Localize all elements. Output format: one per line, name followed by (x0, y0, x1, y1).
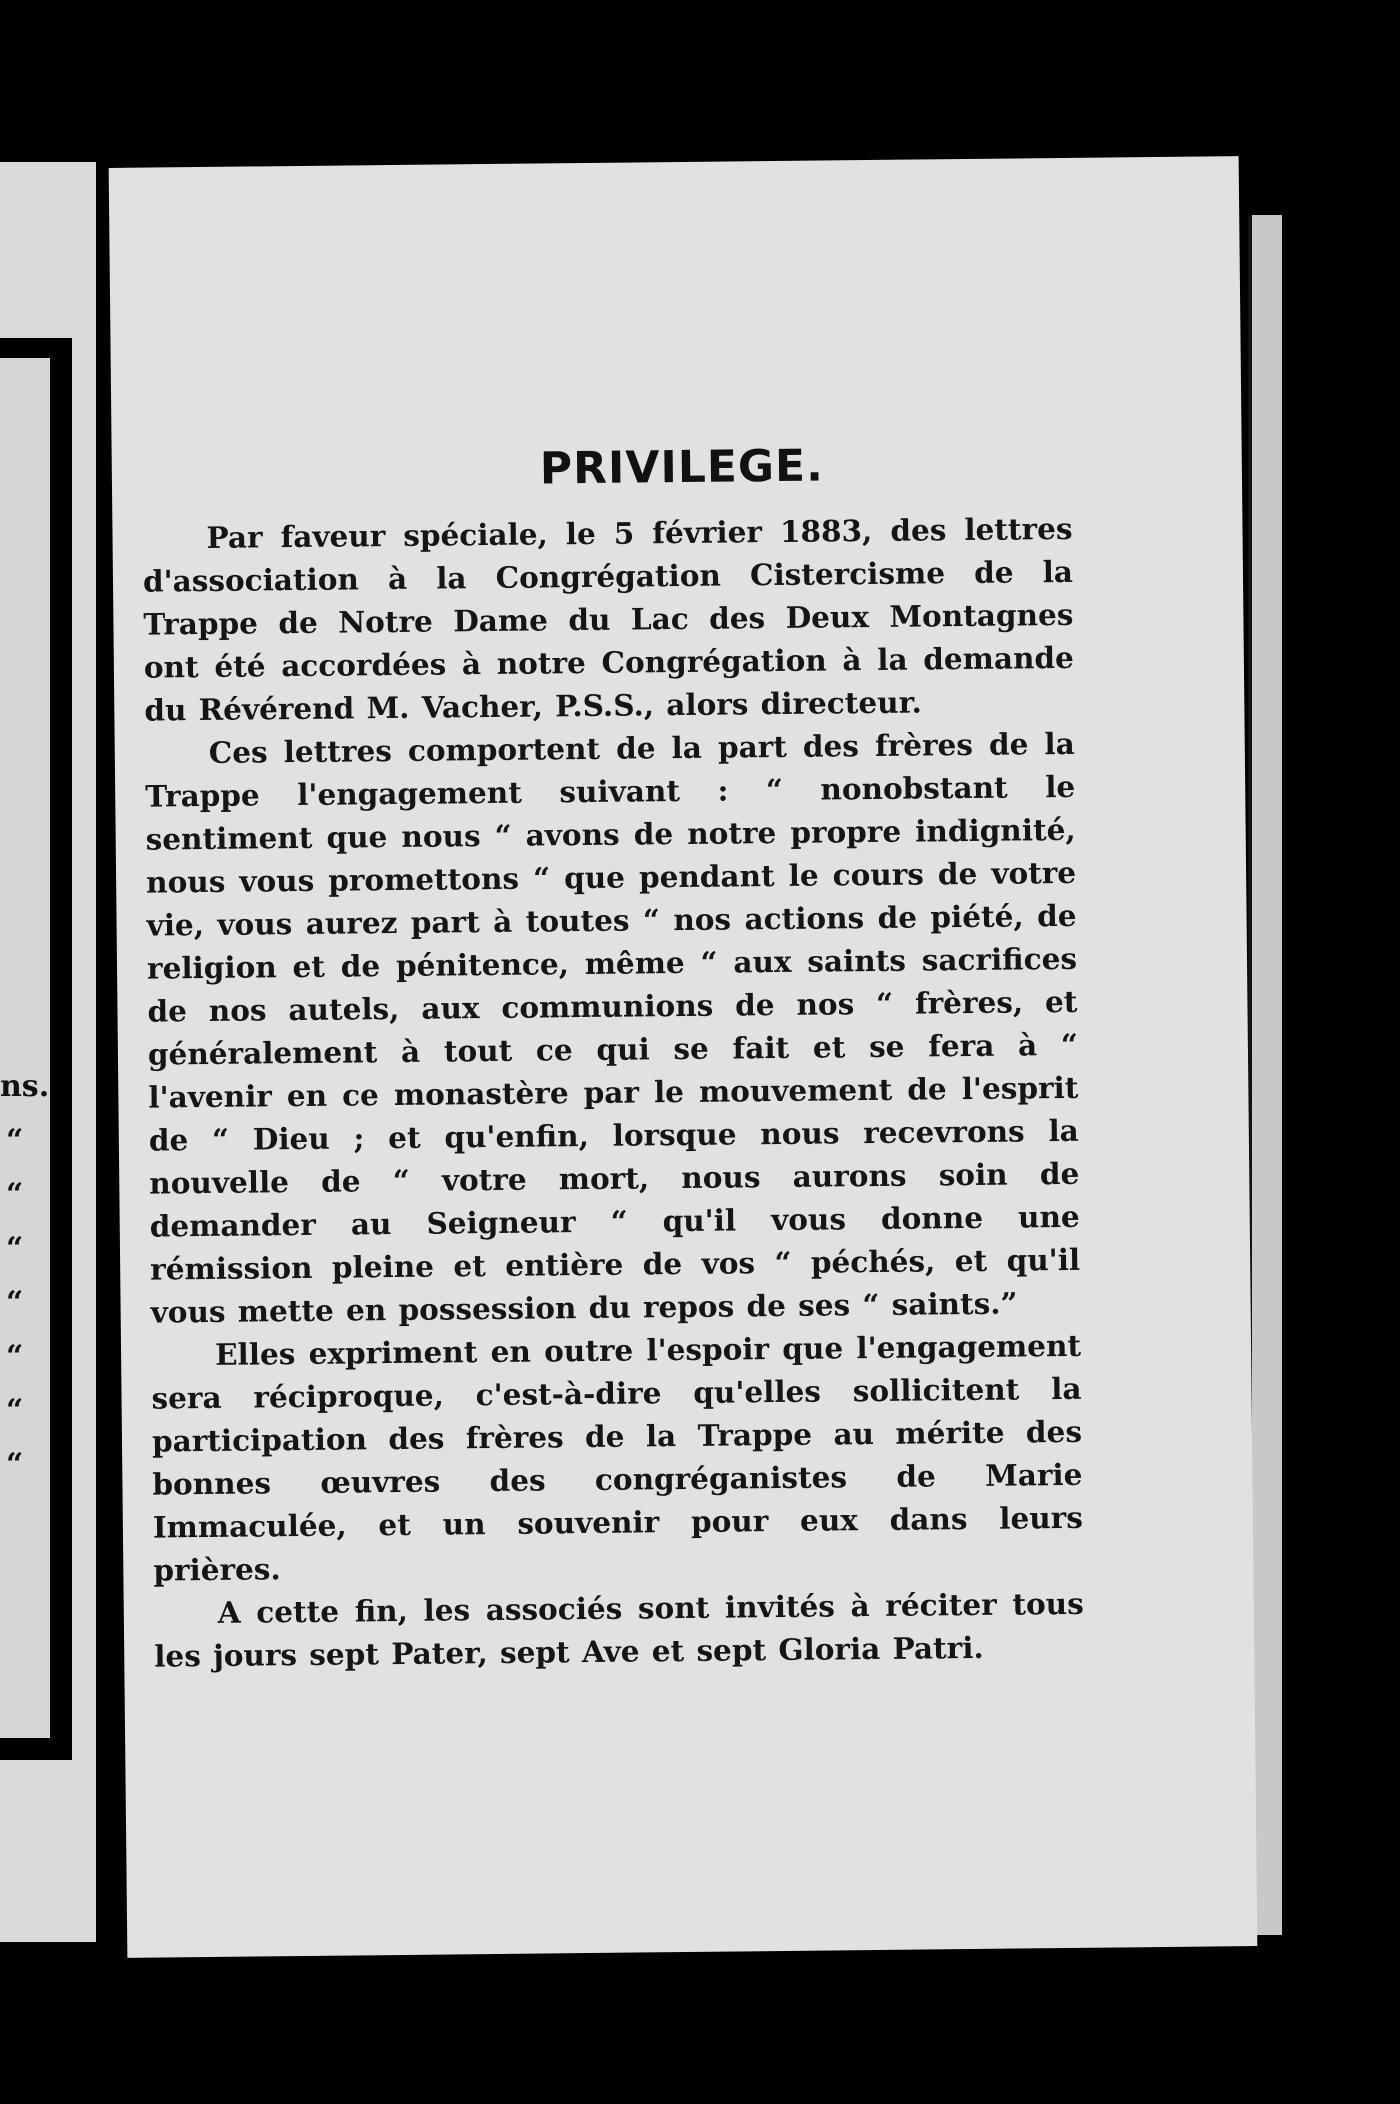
facing-page-fragment: ns. (0, 1069, 50, 1104)
paragraph: A cette fin, les associés sont invités à réciter tous les jours sept Pater, sept Ave et sept Gloria Patri. (154, 1585, 1084, 1674)
ditto-mark: “ (6, 1231, 24, 1266)
facing-page-frame-side (50, 338, 72, 1758)
paragraph: Ces lettres comportent de la part des frères de la Trappe l'engagement suivant : “ nonobstant le sentiment que nous “ avons de notre propre indignité, nous vous promettons “ que pendant le cours de votre vie, vous aurez part à toutes “ nos actions de piété, de religion et de pénitence, même “ aux saints sacrifices de nos autels, aux communions de nos “ frères, et généralement à tout ce qui se fait et se fera à “ l'avenir en ce monastère par le mouvement de l'esprit de “ Dieu ; et qu'enfin, lorsque nous recevrons la nouvelle de “ votre mort, nous aurons soin de demander au Seigneur “ qu'il vous donne une rémission pleine et entière de vos “ péchés, et qu'il vous mette en possession du repos de ses “ saints.” (145, 725, 1081, 1330)
facing-page-text (0, 1060, 50, 1492)
ditto-mark: “ (6, 1285, 24, 1320)
ditto-mark: “ (6, 1447, 24, 1482)
page-title: PRIVILEGE. (539, 440, 825, 495)
facing-page-inner (0, 358, 50, 1738)
document-page (109, 156, 1258, 1958)
ditto-mark: “ (6, 1339, 24, 1374)
ditto-mark: “ (6, 1393, 24, 1428)
paragraph: Par faveur spéciale, le 5 février 1883, des lettres d'association à la Congrégation Cistercisme de la Trappe de Notre Dame du Lac des Deux Montagnes ont été accordées à notre Congrégation à la demande du Révérend M. Vacher, P.S.S., alors directeur. (142, 510, 1075, 728)
ditto-mark: “ (6, 1123, 24, 1158)
paragraph: Elles expriment en outre l'espoir que l'engagement sera réciproque, c'est-à-dire qu'elles sollicitent la participation des frères de la Trappe au mérite des bonnes œuvres des congréganistes de Marie Immaculée, et un souvenir pour eux dans leurs prières. (151, 1327, 1084, 1588)
facing-page-frame-bottom (0, 1738, 72, 1760)
page-content (142, 438, 1085, 1678)
ditto-mark: “ (6, 1177, 24, 1212)
